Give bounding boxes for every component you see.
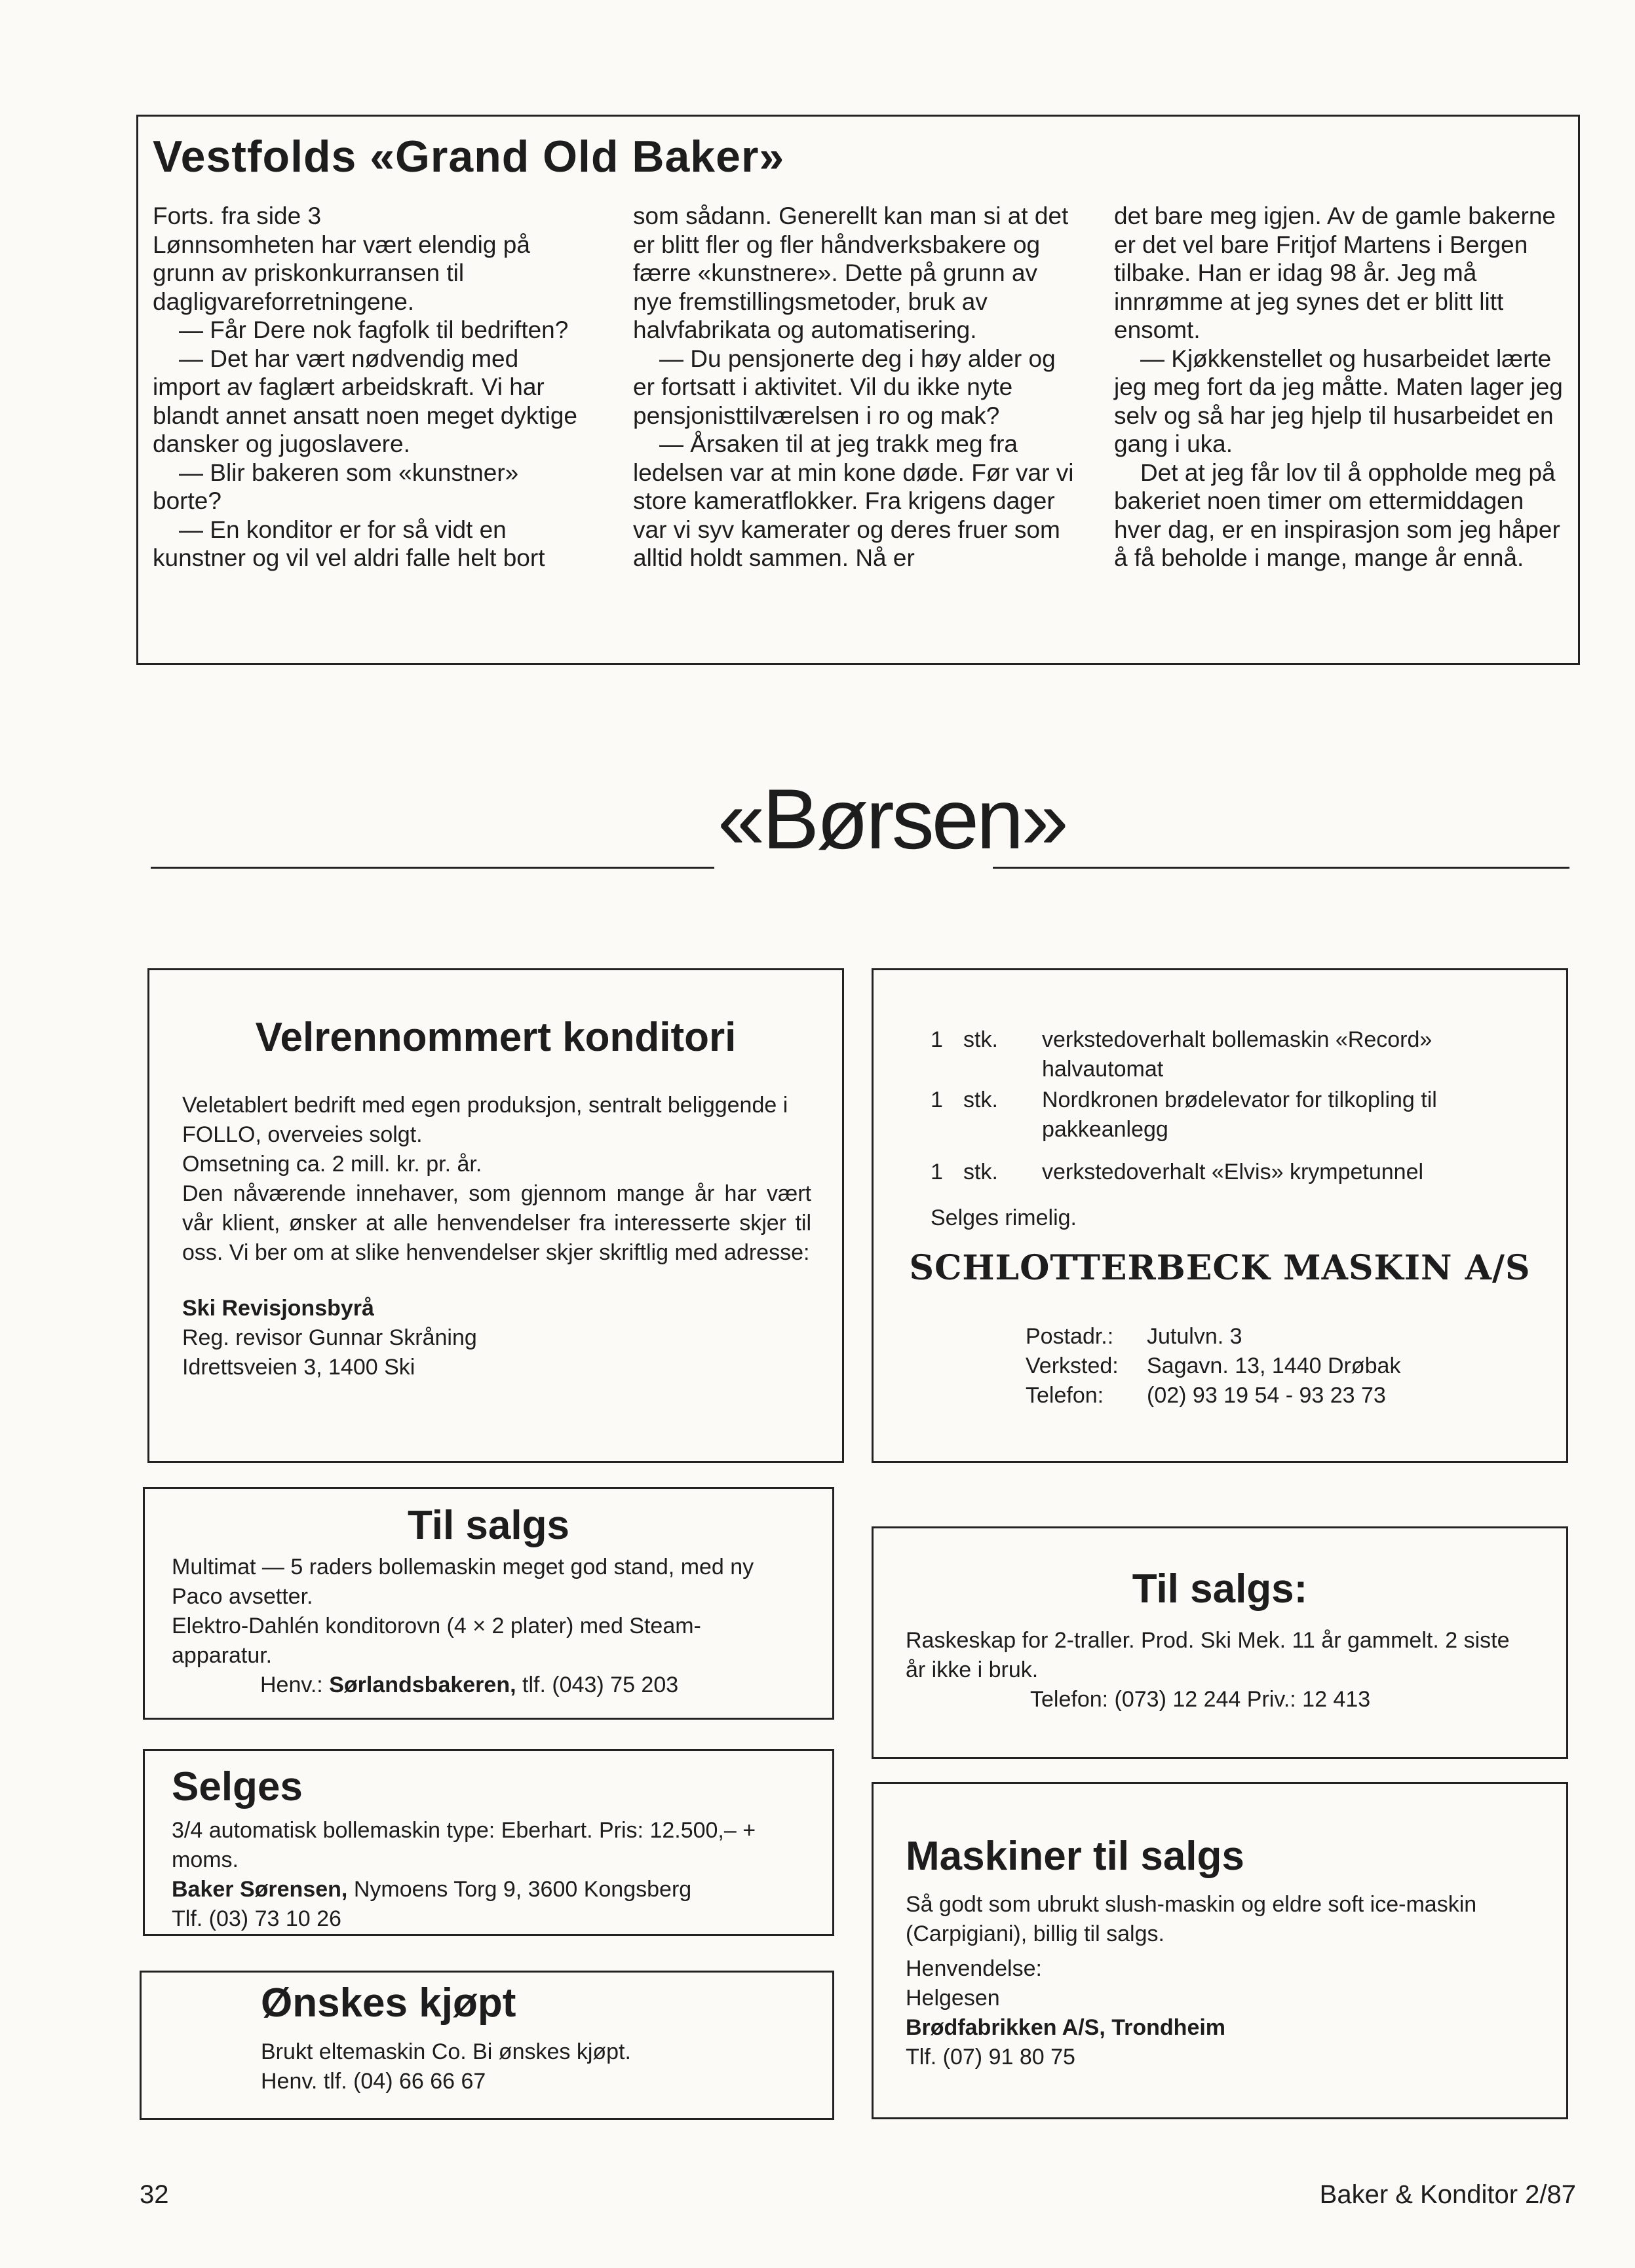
article-paragraph: — Får Dere nok fagfolk til bedriften?	[179, 316, 569, 343]
article-column-1	[153, 202, 585, 573]
article-paragraph: Forts. fra side 3	[153, 202, 322, 229]
ad-text: Elektro-Dahlén konditorovn (4 × 2 plater) med Steam-apparatur.	[172, 1614, 701, 1668]
ad-schlotterbeck-items	[931, 1025, 1520, 1233]
article-paragraph: — En konditor er for så vidt en kunstner og vil vel aldri falle helt bort	[153, 516, 545, 571]
ad-konditori-body	[182, 1091, 811, 1382]
ad-text: Henv. tlf. (04) 66 66 67	[261, 2069, 486, 2094]
ad-til-salgs-left-title: Til salgs	[408, 1503, 569, 1548]
ad-schlotterbeck-company: SCHLOTTERBECK MASKIN A/S	[909, 1248, 1531, 1288]
ad-contact-line: Idrettsveien 3, 1400 Ski	[182, 1355, 415, 1380]
article-paragraph: — Det har vært nødvendig med import av faglært arbeidskraft. Vi har blandt annet ansatt noen meget dyktige dansker og jugoslavere.	[153, 345, 577, 457]
ad-contact-name: Ski Revisjonsbyrå	[182, 1296, 374, 1321]
page-number: 32	[140, 2180, 169, 2209]
ad-text: Brukt eltemaskin Co. Bi ønskes kjøpt.	[261, 2039, 631, 2064]
ad-text: 3/4 automatisk bollemaskin type: Eberhart. Pris: 12.500,– + moms.	[172, 1818, 756, 1872]
list-item: 1 stk. verkstedoverhalt bollemaskin «Record» halvautomat	[931, 1027, 1433, 1082]
article-paragraph: Det at jeg får lov til å oppholde meg på bakeriet noen timer om ettermiddagen hver dag, er en inspirasjon som jeg håper å få beholde i mange, mange år ennå.	[1114, 459, 1560, 571]
ad-til-salgs-right-title: Til salgs:	[1132, 1566, 1308, 1612]
ad-contact-line: Reg. revisor Gunnar Skråning	[182, 1325, 477, 1350]
article-title: Vestfolds «Grand Old Baker»	[153, 132, 785, 181]
ad-onskes-body	[261, 2037, 818, 2096]
ad-text: Omsetning ca. 2 mill. kr. pr. år.	[182, 1152, 482, 1177]
ad-text: Telefon: (073) 12 244 Priv.: 12 413	[1030, 1687, 1371, 1712]
ad-text: Tlf. (07) 91 80 75	[906, 2045, 1075, 2070]
article-column-2	[633, 202, 1079, 573]
ad-text: Så godt som ubrukt slush-maskin og eldre soft ice-maskin (Carpigiani), billig til salgs.	[906, 1892, 1477, 1946]
ad-til-salgs-left-body: Multimat — 5 raders bollemaskin meget god stand, med ny Paco avsetter. Elektro-Dahlén konditorovn (4 × 2 plater) med Steam-apparatur. Henv.: Sørlandsbakeren, tlf. (043) 75 203	[172, 1553, 801, 1700]
ad-contact-name: Sørlandsbakeren,	[329, 1673, 516, 1697]
section-rule-left	[151, 867, 714, 869]
article-paragraph: — Blir bakeren som «kunstner» borte?	[153, 459, 519, 514]
article-paragraph: som sådann. Generellt kan man si at det er blitt fler og fler håndverksbakere og færre «kunstnere». Dette på grunn av nye fremstillingsmetoder, bruk av halvfabrikata og automatisering.	[633, 202, 1069, 343]
ad-maskiner-body	[906, 1890, 1535, 2072]
publication-name: Baker & Konditor 2/87	[1319, 2180, 1576, 2209]
ad-contact-name: Baker Sørensen,	[172, 1877, 348, 1902]
ad-til-salgs-right-body	[906, 1626, 1535, 1714]
ad-selges-title: Selges	[172, 1764, 303, 1809]
article-paragraph: — Årsaken til at jeg trakk meg fra ledelsen var at min kone døde. Før var vi store kameratflokker. Fra krigens dager var vi syv kamerater og deres fruer som alltid holdt sammen. Nå er	[633, 430, 1074, 571]
ad-selges-body: 3/4 automatisk bollemaskin type: Eberhart. Pris: 12.500,– + moms. Baker Sørensen, Nymoens Torg 9, 3600 Kongsberg Tlf. (03) 73 10 26	[172, 1816, 814, 1934]
list-item: 1 stk. verkstedoverhalt «Elvis» krympetunnel	[931, 1160, 1424, 1184]
ad-contact-name: Brødfabrikken A/S, Trondheim	[906, 2015, 1226, 2040]
ad-onskes-title: Ønskes kjøpt	[261, 1980, 516, 2026]
ad-text: Multimat — 5 raders bollemaskin meget god stand, med ny Paco avsetter.	[172, 1555, 754, 1609]
section-heading: «Børsen»	[718, 771, 1066, 867]
ad-text: Raskeskap for 2-traller. Prod. Ski Mek. 11 år gammelt. 2 siste år ikke i bruk.	[906, 1628, 1510, 1682]
ad-text: Tlf. (03) 73 10 26	[172, 1906, 341, 1931]
ad-text: Henvendelse:	[906, 1956, 1042, 1981]
ad-schlotterbeck-address: Postadr.: Jutulvn. 3 Verksted: Sagavn. 13, 1440 Drøbak Telefon: (02) 93 19 54 - 93 23 73	[1026, 1324, 1401, 1408]
list-item: 1 stk. Nordkronen brødelevator for tilkopling til pakkeanlegg	[931, 1087, 1437, 1142]
ad-konditori-title: Velrennommert konditori	[255, 1015, 737, 1060]
article-column-3	[1114, 202, 1566, 573]
article-paragraph: det bare meg igjen. Av de gamle bakerne er det vel bare Fritjof Martens i Bergen tilbake. Han er idag 98 år. Jeg må innrømme at jeg synes det er blitt litt ensomt.	[1114, 202, 1556, 343]
ad-text: Helgesen	[906, 1986, 1000, 2011]
article-paragraph: — Kjøkkenstellet og husarbeidet lærte jeg meg fort da jeg måtte. Maten lager jeg selv og så har jeg hjelp til husarbeidet en gang i uka.	[1114, 345, 1563, 457]
ad-note: Selges rimelig.	[931, 1205, 1077, 1230]
article-paragraph: — Du pensjonerte deg i høy alder og er fortsatt i aktivitet. Vil du ikke nyte pensjonisttilværelsen i ro og mak?	[633, 345, 1056, 429]
ad-text: Veletablert bedrift med egen produksjon, sentralt beliggende i FOLLO, overveies solgt.	[182, 1093, 788, 1147]
article-paragraph: Lønnsomheten har vært elendig på grunn av priskonkurransen til dagligvareforretningene.	[153, 231, 530, 315]
section-rule-right	[993, 867, 1569, 869]
ad-text: Den nåværende innehaver, som gjennom mange år har vært vår klient, ønsker at alle henvendelser fra interesserte skjer til oss. Vi ber om at slike henvendelser skjer skriftlig med adresse:	[182, 1181, 811, 1265]
ad-maskiner-title: Maskiner til salgs	[906, 1834, 1244, 1879]
